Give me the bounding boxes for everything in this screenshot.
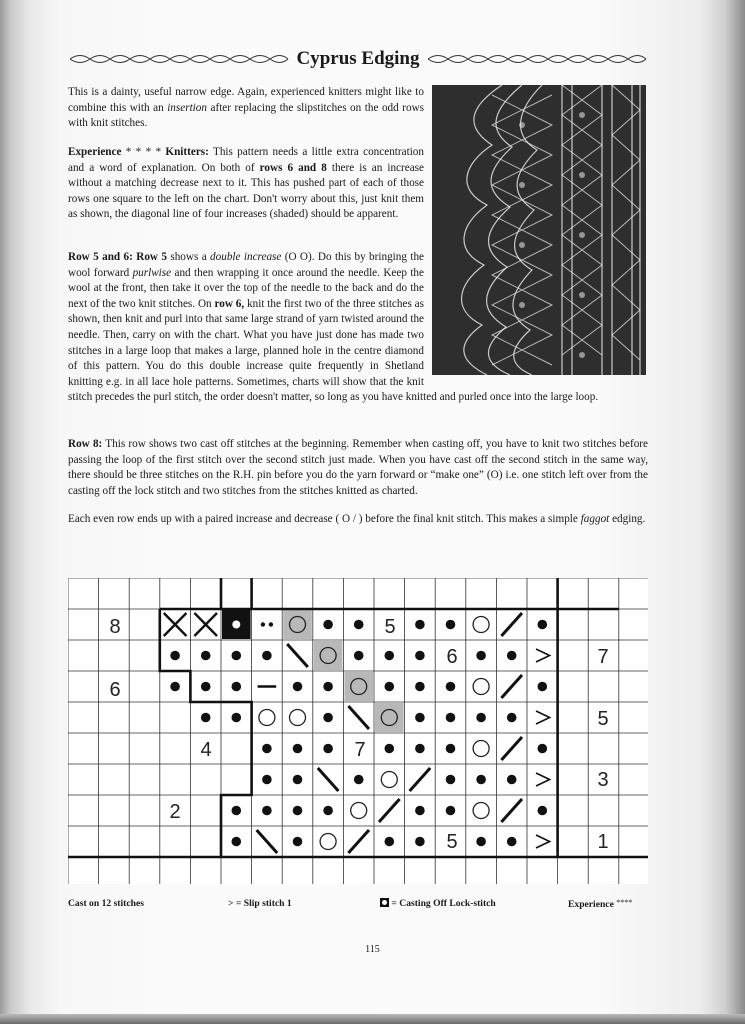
intro-paragraph <box>68 85 424 132</box>
row56-row6: row 6, <box>214 297 245 310</box>
knit-dot <box>415 713 425 723</box>
knit-dot <box>232 682 242 692</box>
knit-dot <box>415 682 425 692</box>
legend-cast-on: Cast on 12 stitches <box>68 898 144 909</box>
experience-text-end: there is an increase without a matching decrease next to it. This has pushed part of each of those rows one square to the left on the chart. Don't worry about this, just knit them as shown, the diagonal line of four increases (shaded) should be apparent. <box>68 161 424 221</box>
lock-stitch-icon <box>380 898 389 907</box>
shaded-cell <box>283 610 312 639</box>
knit-dot <box>507 837 517 847</box>
lock-stitch-dot <box>232 621 240 629</box>
knit-dot <box>538 744 548 754</box>
knit-dot <box>293 744 303 754</box>
row-label-3: 3 <box>597 769 609 791</box>
page-title: Cyprus Edging <box>296 48 420 69</box>
knit-dot <box>415 620 425 630</box>
row56-text-b: (O O). Do this by bringing the wool forward <box>68 251 425 279</box>
intro-insertion: insertion <box>167 101 207 114</box>
legend-experience <box>568 898 632 910</box>
knit-dot <box>476 775 486 785</box>
knit-dot <box>385 837 395 847</box>
knit-dot <box>446 713 456 723</box>
legend-experience-stars: **** <box>616 898 633 907</box>
knit-dot <box>201 651 211 661</box>
right-ornament <box>426 52 648 66</box>
small-dot <box>269 622 273 626</box>
knit-dot <box>476 651 486 661</box>
legend-lock-text: = Casting Off Lock-stitch <box>391 898 496 909</box>
knit-dot <box>354 620 364 630</box>
small-dot <box>261 622 265 626</box>
knitting-chart <box>68 578 648 884</box>
inline-label-row1: 5 <box>446 831 458 853</box>
knit-dot <box>201 682 211 692</box>
knit-dot <box>323 620 333 630</box>
knit-dot <box>323 806 333 816</box>
knit-dot <box>446 806 456 816</box>
inline-label-row7: 6 <box>446 646 458 668</box>
experience-paragraph <box>68 145 424 223</box>
knit-dot <box>385 682 395 692</box>
knit-dot <box>354 775 364 785</box>
intro-text: This is a dainty, useful narrow edge. Again, experienced knitters might like to combine this with an <box>68 86 424 114</box>
knit-dot <box>232 837 242 847</box>
even-row-paragraph <box>68 512 648 528</box>
knit-dot <box>415 651 425 661</box>
legend-lock <box>380 898 496 909</box>
knit-dot <box>446 682 456 692</box>
row-label-7: 7 <box>597 646 609 668</box>
knit-dot <box>170 682 180 692</box>
knit-dot <box>170 651 180 661</box>
knit-dot <box>476 713 486 723</box>
row8-paragraph <box>68 437 648 499</box>
knit-dot <box>201 713 211 723</box>
knit-dot <box>262 651 272 661</box>
knit-dot <box>232 651 242 661</box>
row-label-1: 1 <box>597 831 609 853</box>
knit-dot <box>232 806 242 816</box>
experience-knitters: Knitters: <box>165 146 209 158</box>
experience-stars: * * * * <box>125 146 162 158</box>
title-header <box>68 44 648 76</box>
shaded-cell <box>375 703 404 732</box>
row-label-6: 6 <box>109 679 121 701</box>
knit-dot <box>385 744 395 754</box>
knit-dot <box>538 620 548 630</box>
knit-dot <box>507 651 517 661</box>
row56-paragraph <box>68 250 648 406</box>
knit-dot <box>415 837 425 847</box>
experience-rows: rows 6 and 8 <box>259 161 327 174</box>
photo-wrap-spacer <box>424 250 648 376</box>
intro-text-end: after replacing the slipstitches on the odd rows with knit stitches. <box>68 101 424 130</box>
knit-dot <box>293 837 303 847</box>
row56-row5: Row 5 <box>136 251 167 263</box>
knit-dot <box>385 651 395 661</box>
knit-dot <box>446 744 456 754</box>
knit-dot <box>293 775 303 785</box>
inline-label-row4: 7 <box>354 739 366 761</box>
knit-dot <box>262 806 272 816</box>
legend-slip: > = Slip stitch 1 <box>228 898 292 909</box>
knit-dot <box>323 682 333 692</box>
knit-dot <box>446 775 456 785</box>
knit-dot <box>262 775 272 785</box>
even-text: Each even row ends up with a paired increase and decrease ( O / ) before the final knit stitch. This makes a simple <box>68 513 581 525</box>
row56-purlwise: purlwise <box>132 266 172 279</box>
row56-text-c: and then wrapping it once around the needle. Keep the wool at the front, then take it over the top of the needle to the back and do the next of the two knit stitches. On <box>68 266 424 310</box>
page-number: 115 <box>365 944 380 955</box>
row-label-8: 8 <box>109 616 121 638</box>
knit-dot <box>262 744 272 754</box>
legend-experience-label: Experience <box>568 899 614 910</box>
knit-dot <box>323 713 333 723</box>
page-bottom-edge <box>0 1014 745 1024</box>
row-label-4: 4 <box>200 739 212 761</box>
knit-dot <box>354 651 364 661</box>
inline-label-row8: 5 <box>384 616 396 638</box>
knit-dot <box>507 713 517 723</box>
shaded-cell <box>344 672 373 701</box>
row-label-5: 5 <box>597 708 609 730</box>
even-text-end: edging. <box>609 513 646 525</box>
knit-dot <box>476 837 486 847</box>
row56-double-increase: double increase <box>210 251 282 263</box>
experience-heading: Experience <box>68 146 122 158</box>
knit-dot <box>538 682 548 692</box>
knit-dot <box>446 620 456 630</box>
knit-dot <box>415 744 425 754</box>
row56-text-d: knit the first two of the three stitches as shown, then knit and purl into that same large strand of yarn twisted around the needle. Then, carry on with the chart. What you have just done has made two stitches in a large loop that makes a large, planned hole in the centre diamond of this pattern. You do this double increase quite frequently in Shetland knitting e.g. in all lace hole patterns. Sometimes, charts will show that the knit stitch precedes the purl stitch, the order doesn't matter, so long as you have knitted and purled once into the large loop. <box>68 297 599 404</box>
knit-dot <box>538 806 548 816</box>
knit-dot <box>507 775 517 785</box>
row-label-2: 2 <box>169 801 181 823</box>
knit-dot <box>232 713 242 723</box>
experience-text: This pattern needs a little extra concentration and a word of explanation. On both of <box>68 146 424 174</box>
row8-heading: Row 8: <box>68 438 103 450</box>
row8-text: This row shows two cast off stitches at the beginning. Remember when casting off, you have to knit two stitches before passing the loop of the first stitch over the second stitch just made. When you have cast off the second stitch in the same way, there should be three stitches on the R.H. pin before you do the yarn forward or “make one” (O) i.e. one stitch left over from the casting off the lock stitch and two stitches from the stitches knitted as charted. <box>68 438 648 497</box>
knit-dot <box>293 682 303 692</box>
row56-text-a: shows a <box>166 251 211 263</box>
knit-dot <box>323 744 333 754</box>
row56-heading: Row 5 and 6: <box>68 251 133 263</box>
shaded-cell <box>314 641 343 670</box>
knit-dot <box>293 806 303 816</box>
even-faggot: faggot <box>580 513 610 525</box>
knit-dot <box>415 806 425 816</box>
